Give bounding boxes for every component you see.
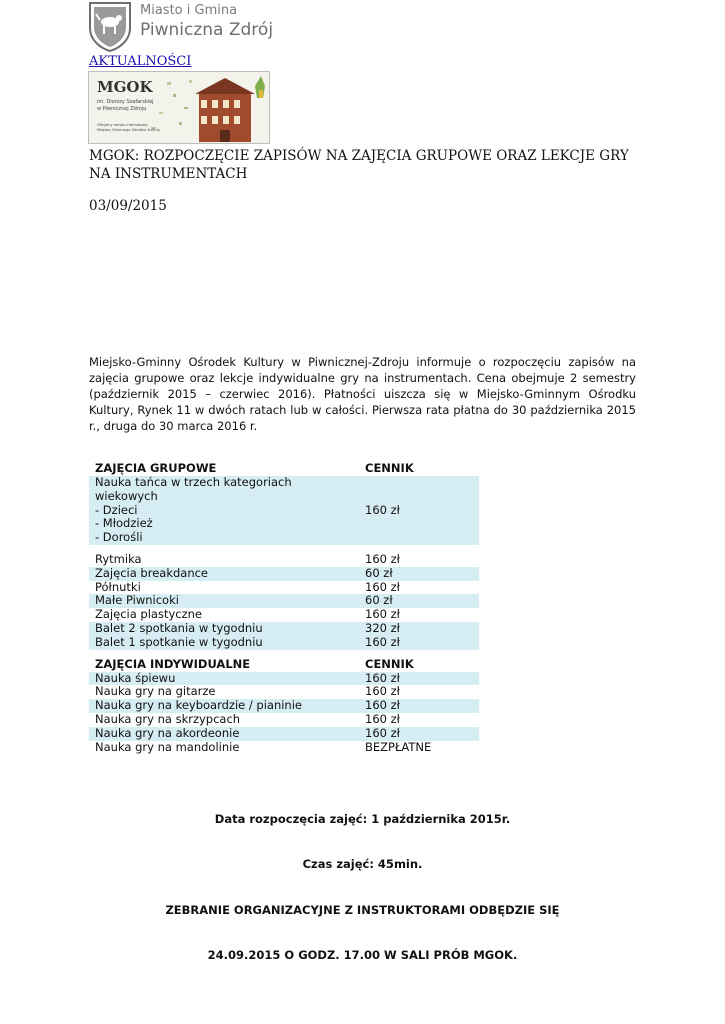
name-cell: Nauka gry na akordeonie bbox=[89, 727, 359, 741]
price-cell: 160 zł bbox=[359, 636, 479, 650]
dance-line: Nauka tańca w trzech kategoriach wiekowych bbox=[95, 475, 292, 503]
price-cell: 160 zł bbox=[359, 476, 479, 545]
table-row bbox=[89, 608, 479, 622]
table-row bbox=[89, 553, 479, 567]
table-row bbox=[89, 713, 479, 727]
group-header-price: CENNIK bbox=[365, 461, 414, 476]
price-cell: 160 zł bbox=[359, 727, 479, 741]
name-cell: Nauka gry na skrzypcach bbox=[95, 711, 241, 726]
logo-line-1: Miasto i Gmina bbox=[140, 3, 238, 18]
price-cell: 160 zł bbox=[359, 672, 479, 686]
table-row bbox=[89, 699, 479, 713]
banner-title: MGOK bbox=[97, 78, 153, 96]
individual-header-name: ZAJĘCIA INDYWIDUALNE bbox=[95, 656, 251, 671]
news-link[interactable]: AKTUALNOŚCI bbox=[89, 54, 192, 69]
price-cell: 160 zł bbox=[359, 699, 479, 713]
start-date-note: Data rozpoczęcia zajęć: 1 października 2015r. bbox=[214, 812, 511, 826]
table-row bbox=[89, 685, 479, 699]
table-row bbox=[89, 581, 479, 595]
table-row bbox=[89, 636, 479, 650]
price-cell: 160 zł bbox=[365, 607, 400, 622]
individual-header-row bbox=[89, 658, 479, 672]
banner-sub-4: Miejsko-Gminnego Ośrodka Kultury bbox=[97, 128, 161, 132]
price-cell: 160 zł bbox=[365, 711, 400, 726]
individual-header-price: CENNIK bbox=[365, 656, 414, 671]
name-cell: Zajęcia breakdance bbox=[89, 567, 359, 581]
price-cell: 60 zł bbox=[359, 567, 479, 581]
price-cell: 160 zł bbox=[365, 579, 400, 594]
duration-note: Czas zajęć: 45min. bbox=[302, 857, 423, 871]
name-cell: Nauka gry na keyboardzie / pianinie bbox=[89, 699, 359, 713]
name-cell: Balet 1 spotkanie w tygodniu bbox=[89, 636, 359, 650]
article-intro: Miejsko-Gminny Ośrodek Kultury w Piwnicznej-Zdroju informuje o rozpoczęciu zapisów na zajęcia grupowe oraz lekcje indywidualne gry na instrumentach. Cena obejmuje 2 semestry (październik 2015 – czerwiec 2016). Płatności uiszcza się w Miejsko-Gminnym Ośrodku Kultury, Rynek 11 w dwóch ratach lub w całości. Pierwsza rata płatna do 30 października 2015 r., druga do 30 marca 2016 r. bbox=[89, 355, 636, 433]
table-row bbox=[89, 741, 479, 755]
banner-sub-3: Oficjalny serwis internetowy bbox=[97, 123, 148, 127]
dance-line: - Młodzież bbox=[95, 516, 153, 531]
price-cell: BEZPŁATNE bbox=[365, 739, 432, 754]
town-crest-icon bbox=[88, 0, 132, 52]
price-cell: 160 zł bbox=[365, 684, 400, 699]
row-spacer bbox=[89, 545, 479, 553]
meeting-time-note: 24.09.2015 O GODZ. 17.00 W SALI PRÓB MGOK. bbox=[207, 948, 518, 962]
article-title: MGOK: ROZPOCZĘCIE ZAPISÓW NA ZAJĘCIA GRUPOWE ORAZ LEKCJE GRY NA INSTRUMENTACH bbox=[89, 148, 629, 182]
name-cell: Nauka śpiewu bbox=[89, 672, 359, 686]
table-row bbox=[89, 594, 479, 608]
dance-line: - Dorośli bbox=[95, 530, 143, 545]
price-cell: 60 zł bbox=[359, 594, 479, 608]
name-cell: Zajęcia plastyczne bbox=[95, 607, 202, 622]
group-header-name: ZAJĘCIA GRUPOWE bbox=[95, 461, 217, 476]
price-table bbox=[89, 462, 479, 754]
table-row bbox=[89, 567, 479, 581]
dance-line: - Dzieci bbox=[95, 502, 138, 517]
price-cell: 320 zł bbox=[359, 622, 479, 636]
table-row bbox=[89, 622, 479, 636]
table-row bbox=[89, 476, 479, 545]
table-row bbox=[89, 672, 479, 686]
mgok-banner-image bbox=[88, 71, 270, 144]
name-cell: Małe Piwnicoki bbox=[89, 594, 359, 608]
banner-sub-1: im. Dionizy Szafarskiej bbox=[97, 99, 154, 105]
name-cell: Nauka gry na gitarze bbox=[95, 684, 216, 699]
price-cell: 160 zł bbox=[365, 551, 400, 566]
site-logo[interactable] bbox=[88, 0, 274, 52]
name-cell: Balet 2 spotkania w tygodniu bbox=[89, 622, 359, 636]
mgok-building-illustration bbox=[89, 72, 270, 144]
article-date: 03/09/2015 bbox=[89, 198, 167, 214]
meeting-note: ZEBRANIE ORGANIZACYJNE Z INSTRUKTORAMI ODBĘDZIE SIĘ bbox=[165, 903, 560, 917]
name-cell: Półnutki bbox=[95, 579, 141, 594]
logo-line-2: Piwniczna Zdrój bbox=[140, 20, 274, 40]
banner-sub-2: w Piwnicznej Zdroju bbox=[97, 106, 147, 112]
table-row bbox=[89, 727, 479, 741]
name-cell: Rytmika bbox=[95, 551, 142, 566]
group-header-row bbox=[89, 462, 479, 476]
name-cell: Nauka gry na mandolinie bbox=[95, 739, 240, 754]
